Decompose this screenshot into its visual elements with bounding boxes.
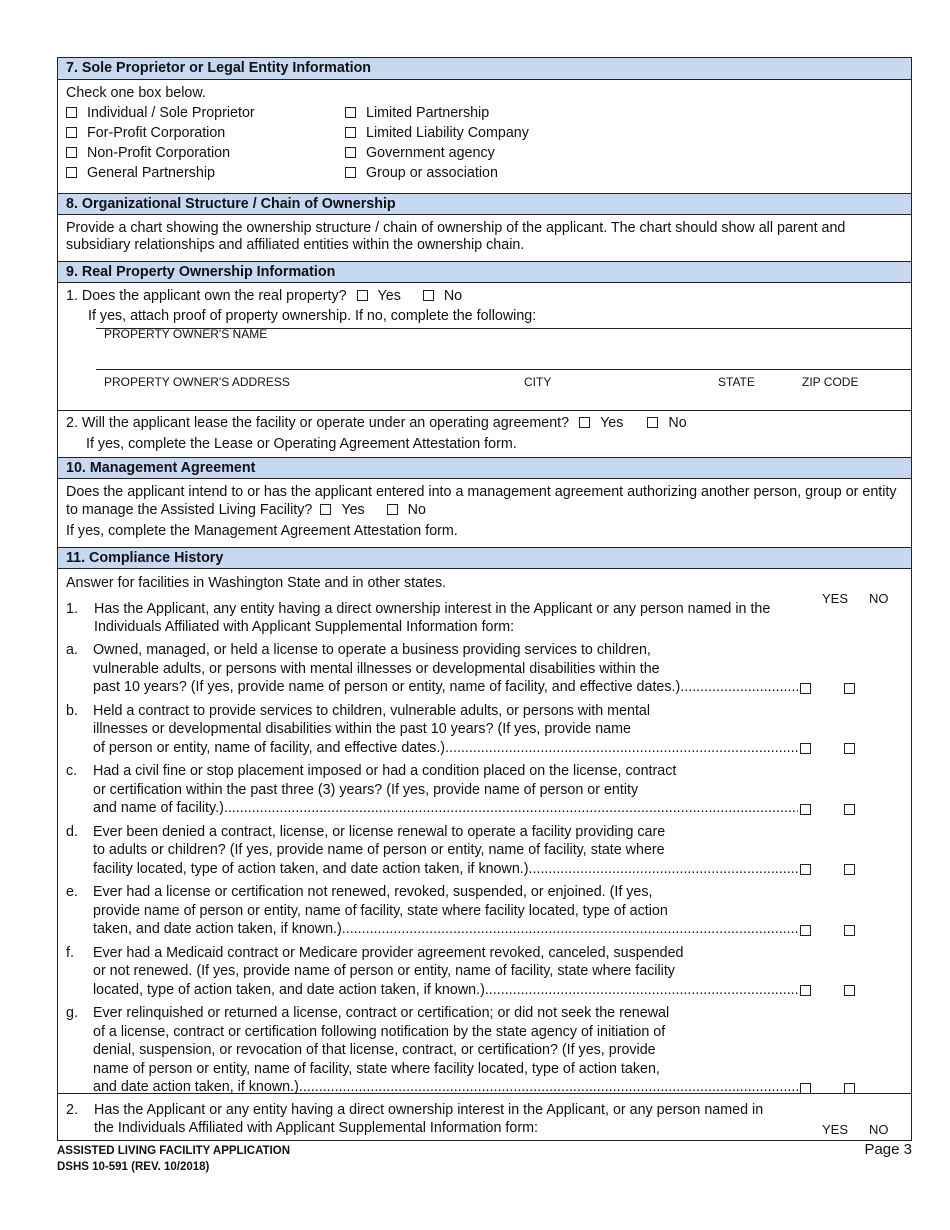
lease-note: If yes, complete the Lease or Operating Agreement Attestation form. bbox=[86, 436, 517, 452]
no-column-label: NO bbox=[869, 1122, 889, 1137]
text-line: Ever had a license or certification not renewed, revoked, suspended, or enjoined. (If yes, bbox=[93, 884, 653, 900]
form-page bbox=[57, 57, 912, 1141]
item-text bbox=[93, 702, 798, 758]
zip-label: ZIP CODE bbox=[802, 375, 859, 389]
text-line: illnesses or developmental disabilities within the past 10 years? (If yes, provide name bbox=[93, 721, 631, 737]
entity-option[interactable] bbox=[66, 143, 345, 163]
checkbox[interactable] bbox=[345, 147, 356, 158]
entity-type-options bbox=[66, 103, 903, 183]
text-line: denial, suspension, or revocation of that license, contract, or certification? (If yes, provide bbox=[93, 1042, 656, 1058]
yes-column-label: YES bbox=[822, 1122, 849, 1137]
yes-checkbox[interactable] bbox=[800, 743, 811, 754]
text-line: and date action taken, if known.) bbox=[93, 1079, 299, 1095]
item-letter: b. bbox=[66, 702, 78, 719]
footer bbox=[57, 1143, 912, 1175]
checkbox[interactable] bbox=[66, 107, 77, 118]
item-letter: d. bbox=[66, 823, 78, 840]
yes-checkbox[interactable] bbox=[800, 864, 811, 875]
text-line: to adults or children? (If yes, provide name of person or entity, name of facility, state where bbox=[93, 842, 665, 858]
form-number: DSHS 10-591 (REV. 10/2018) bbox=[57, 1161, 210, 1173]
entity-option[interactable] bbox=[345, 123, 645, 143]
compliance-item bbox=[39, 762, 903, 818]
entity-option[interactable] bbox=[66, 123, 345, 143]
text-line: Ever been denied a contract, license, or license renewal to operate a facility providing care bbox=[93, 823, 666, 840]
item-text bbox=[93, 762, 798, 818]
dot-leader bbox=[445, 739, 798, 758]
section-7-body bbox=[58, 80, 911, 193]
dot-leader bbox=[529, 860, 798, 879]
item-letter: c. bbox=[66, 763, 78, 779]
question-text: Does the applicant intend to or has the applicant entered into a management agreement authorizing another person, group or entity to manage the Assisted Living Facility? bbox=[66, 484, 897, 518]
no-checkbox[interactable] bbox=[844, 1083, 855, 1094]
mgmt-no-checkbox[interactable] bbox=[387, 504, 398, 515]
dot-leader bbox=[224, 799, 798, 818]
compliance-item bbox=[39, 702, 903, 758]
question-own-property bbox=[66, 286, 462, 306]
owner-address-label: PROPERTY OWNER'S ADDRESS bbox=[104, 375, 290, 389]
checkbox[interactable] bbox=[345, 107, 356, 118]
text-line: or not renewed. (If yes, provide name of person or entity, name of facility, state where facility bbox=[93, 963, 675, 979]
mgmt-yes-checkbox[interactable] bbox=[320, 504, 331, 515]
question-text: Has the Applicant or any entity having a direct ownership interest in the Applicant, or any person named in the Individuals Affiliated with Applicant Supplemental Information form: bbox=[94, 1102, 764, 1136]
section-10-header: 10. Management Agreement bbox=[58, 457, 911, 479]
yes-label: Yes bbox=[341, 501, 365, 518]
text-line: Had a civil fine or stop placement imposed or had a condition placed on the license, contract bbox=[93, 763, 677, 779]
compliance-item bbox=[39, 823, 903, 879]
option-label: Individual / Sole Proprietor bbox=[87, 105, 255, 121]
entity-option[interactable] bbox=[66, 163, 345, 183]
compliance-item bbox=[39, 641, 903, 697]
own-no-checkbox[interactable] bbox=[423, 290, 434, 301]
yes-checkbox[interactable] bbox=[800, 683, 811, 694]
checkbox[interactable] bbox=[66, 147, 77, 158]
dot-leader bbox=[342, 920, 798, 939]
question-text: 2. Will the applicant lease the facility or operate under an operating agreement? bbox=[66, 415, 570, 431]
text-line: taken, and date action taken, if known.) bbox=[93, 921, 342, 937]
entity-option[interactable] bbox=[66, 103, 345, 123]
section-9-header: 9. Real Property Ownership Information bbox=[58, 261, 911, 283]
section-7-header: 7. Sole Proprietor or Legal Entity Information bbox=[58, 58, 911, 80]
item-letter: f. bbox=[66, 944, 74, 961]
checkbox[interactable] bbox=[66, 127, 77, 138]
compliance-item bbox=[39, 1004, 903, 1097]
text-line: vulnerable adults, or persons with mental illnesses or developmental disabilities within the bbox=[93, 660, 660, 677]
entity-option[interactable] bbox=[345, 143, 645, 163]
question-number: 2. bbox=[66, 1102, 78, 1118]
text-line: located, type of action taken, and date action taken, if known.) bbox=[93, 981, 485, 998]
no-checkbox[interactable] bbox=[844, 804, 855, 815]
item-letter: a. bbox=[66, 642, 78, 658]
no-label: No bbox=[443, 288, 463, 304]
dot-leader bbox=[680, 678, 798, 697]
no-checkbox[interactable] bbox=[844, 743, 855, 754]
item-text bbox=[93, 1004, 798, 1097]
mgmt-note: If yes, complete the Management Agreement Attestation form. bbox=[66, 523, 458, 539]
option-label: Government agency bbox=[366, 145, 495, 161]
no-checkbox[interactable] bbox=[844, 985, 855, 996]
section-11-header: 11. Compliance History bbox=[58, 547, 911, 569]
text-line: facility located, type of action taken, and date action taken, if known.) bbox=[93, 860, 529, 877]
text-line: and name of facility.) bbox=[93, 800, 224, 816]
option-label: Limited Liability Company bbox=[366, 125, 529, 141]
question-text: 1. Does the applicant own the real property? bbox=[66, 288, 347, 304]
yes-checkbox[interactable] bbox=[800, 804, 811, 815]
no-checkbox[interactable] bbox=[844, 925, 855, 936]
yes-checkbox[interactable] bbox=[800, 925, 811, 936]
question-1 bbox=[66, 600, 903, 636]
text-line: name of person or entity, name of facility, state where facility located, type of action taken, bbox=[93, 1060, 660, 1077]
city-label: CITY bbox=[524, 375, 552, 389]
entity-option[interactable] bbox=[345, 103, 645, 123]
option-label: Group or association bbox=[366, 165, 498, 181]
text-line: past 10 years? (If yes, provide name of person or entity, name of facility, and effective dates.) bbox=[93, 679, 681, 695]
no-column-label: NO bbox=[869, 591, 889, 606]
entity-option[interactable] bbox=[345, 163, 645, 183]
ownership-note: If yes, attach proof of property ownership. If no, complete the following: bbox=[88, 308, 537, 324]
section-9-body bbox=[58, 283, 911, 457]
checkbox[interactable] bbox=[66, 167, 77, 178]
text-line: of person or entity, name of facility, and effective dates.) bbox=[93, 739, 446, 756]
section-11-body bbox=[58, 569, 911, 1093]
item-text bbox=[93, 641, 798, 697]
text-line: of a license, contract or certification following notification by the state agency of initiation of bbox=[93, 1023, 666, 1040]
item-text bbox=[93, 883, 798, 939]
item-text bbox=[93, 823, 798, 879]
no-label: No bbox=[668, 415, 687, 431]
question-2 bbox=[58, 1094, 911, 1140]
question-lease bbox=[66, 413, 687, 433]
item-text bbox=[93, 944, 798, 1000]
text-line: or certification within the past three (3) years? (If yes, provide name of person or entity bbox=[93, 781, 639, 798]
page-number: Page 3 bbox=[864, 1141, 912, 1158]
dot-leader bbox=[485, 981, 798, 1000]
text-line: Ever had a Medicaid contract or Medicare provider agreement revoked, canceled, suspended bbox=[93, 944, 684, 961]
text-line: provide name of person or entity, name of facility, state where facility located, type of action bbox=[93, 902, 668, 919]
instruction: Check one box below. bbox=[66, 85, 206, 101]
option-label: Limited Partnership bbox=[366, 105, 490, 121]
text-line: Held a contract to provide services to children, vulnerable adults, or persons with mental bbox=[93, 702, 651, 719]
lease-no-checkbox[interactable] bbox=[647, 417, 658, 428]
compliance-item bbox=[39, 883, 903, 939]
owner-name-field[interactable] bbox=[96, 340, 911, 367]
own-yes-checkbox[interactable] bbox=[357, 290, 368, 301]
yes-checkbox[interactable] bbox=[800, 1083, 811, 1094]
lease-yes-checkbox[interactable] bbox=[579, 417, 590, 428]
compliance-item bbox=[39, 944, 903, 1000]
text-line: Owned, managed, or held a license to operate a business providing services to children, bbox=[93, 642, 651, 658]
yes-label: Yes bbox=[600, 415, 624, 431]
yes-column-label: YES bbox=[822, 591, 849, 606]
option-label: For-Profit Corporation bbox=[87, 125, 226, 141]
form-title: ASSISTED LIVING FACILITY APPLICATION bbox=[57, 1145, 290, 1157]
owner-address-field[interactable] bbox=[96, 389, 911, 409]
option-label: General Partnership bbox=[87, 165, 215, 181]
owner-name-label: PROPERTY OWNER'S NAME bbox=[104, 327, 268, 341]
no-label: No bbox=[407, 501, 426, 518]
instruction: Answer for facilities in Washington State and in other states. bbox=[66, 575, 447, 591]
item-letter: e. bbox=[66, 884, 78, 900]
no-checkbox[interactable] bbox=[844, 683, 855, 694]
yes-label: Yes bbox=[377, 288, 401, 304]
question-number: 1. bbox=[66, 601, 78, 617]
item-letter: g. bbox=[66, 1005, 78, 1021]
question-text: Has the Applicant, any entity having a direct ownership interest in the Applicant or any person named in the Individuals Affiliated with Applicant Supplemental Information form: bbox=[94, 601, 771, 635]
section-10-body bbox=[58, 479, 911, 547]
yes-checkbox[interactable] bbox=[800, 985, 811, 996]
checkbox[interactable] bbox=[345, 167, 356, 178]
text-line: Ever relinquished or returned a license, contract or certification; or did not seek the renewal bbox=[93, 1005, 670, 1021]
section-8-text: Provide a chart showing the ownership structure / chain of ownership of the applicant. The chart should show all parent and subsidiary relationships and affiliated entities within the ownership chain. bbox=[66, 220, 846, 253]
compliance-items bbox=[66, 641, 903, 1097]
option-label: Non-Profit Corporation bbox=[87, 145, 231, 161]
no-checkbox[interactable] bbox=[844, 864, 855, 875]
checkbox[interactable] bbox=[345, 127, 356, 138]
state-label: STATE bbox=[718, 375, 755, 389]
section-8-header: 8. Organizational Structure / Chain of Ownership bbox=[58, 193, 911, 215]
